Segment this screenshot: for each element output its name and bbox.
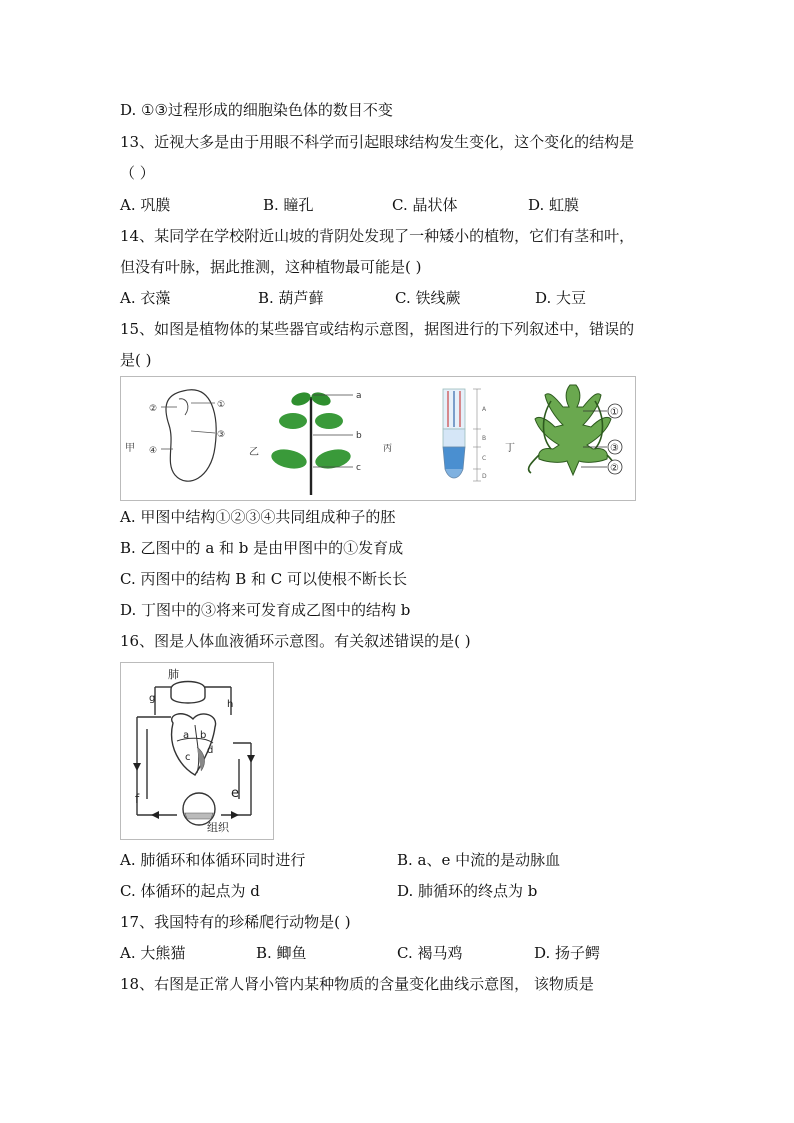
- root-elongation-zone: [443, 429, 465, 447]
- plant-structures-svg: [121, 377, 635, 500]
- vessel-label-g: g: [149, 693, 156, 704]
- q16-option-a: A. 肺循环和体循环同时进行: [120, 851, 306, 869]
- vessel-label-h: h: [227, 699, 234, 710]
- shoot-label-c: c: [356, 463, 361, 473]
- root-cap: [445, 469, 463, 478]
- shoot-leaf-upper-left: [279, 413, 307, 429]
- q15-stem-line2: 是( ): [120, 351, 152, 369]
- q15-option-c: C. 丙图中的结构 B 和 C 可以使根不断长长: [120, 570, 408, 588]
- vessel-label-f: f: [135, 792, 140, 806]
- q17-option-a: A. 大熊猫: [120, 944, 186, 962]
- heart-label-b: b: [200, 730, 207, 741]
- plant-structures-figure: [120, 376, 636, 501]
- bud-body: [535, 385, 611, 475]
- root-label-b: B: [482, 435, 487, 442]
- vessel-label-e: e: [231, 786, 239, 801]
- bud-label-1: ①: [610, 407, 619, 418]
- blood-circulation-figure: [120, 662, 274, 840]
- shoot-top-leaf-right: [310, 390, 333, 408]
- q15-option-b: B. 乙图中的 a 和 b 是由甲图中的①发育成: [120, 539, 404, 557]
- q13-option-a: A. 巩膜: [120, 196, 171, 214]
- panel-label-ding: 丁: [505, 443, 515, 454]
- q18-stem: 18、右图是正常人肾小管内某种物质的含量变化曲线示意图， 该物质是: [120, 975, 594, 993]
- q17-stem: 17、我国特有的珍稀爬行动物是( ): [120, 913, 351, 931]
- panel-label-jia: 甲: [125, 443, 135, 454]
- root-label-a: A: [482, 406, 487, 413]
- q15-option-d: D. 丁图中的③将来可发育成乙图中的结构 b: [120, 601, 411, 619]
- heart-label-d: d: [207, 745, 214, 756]
- q13-option-b: B. 瞳孔: [263, 196, 314, 214]
- q14-option-c: C. 铁线蕨: [395, 289, 461, 307]
- seed-label-2: ②: [149, 404, 158, 414]
- bud-label-2: ②: [610, 463, 619, 474]
- shoot-leaf-lower-left: [270, 446, 309, 471]
- q17-option-d: D. 扬子鳄: [534, 944, 601, 962]
- q14-stem-line2: 但没有叶脉，据此推测，这种植物最可能是( ): [120, 258, 422, 276]
- q16-stem: 16、图是人体血液循环示意图。有关叙述错误的是( ): [120, 632, 471, 650]
- blood-circulation-svg: [121, 663, 273, 839]
- q13-stem: 13、近视大多是由于用眼不科学而引起眼球结构发生变化，这个变化的结构是: [120, 133, 635, 151]
- q13-option-c: C. 晶状体: [392, 196, 458, 214]
- heart-label-a: a: [183, 730, 190, 741]
- panel-label-bing: 丙: [383, 444, 393, 454]
- shoot-top-leaf-left: [290, 390, 313, 408]
- root-label-d: D: [482, 473, 487, 480]
- q15-stem-line1: 15、如图是植物体的某些器官或结构示意图，据图进行的下列叙述中，错误的: [120, 320, 635, 338]
- q16-option-d: D. 肺循环的终点为 b: [397, 882, 538, 900]
- heart-label-c: c: [185, 752, 191, 763]
- seed-label-4: ④: [149, 446, 158, 456]
- seed-outline: [166, 390, 216, 481]
- tissue-label: 组织: [207, 821, 229, 834]
- q17-option-b: B. 鲫鱼: [256, 944, 307, 962]
- q16-option-c: C. 体循环的起点为 d: [120, 882, 260, 900]
- q15-option-a: A. 甲图中结构①②③④共同组成种子的胚: [120, 508, 396, 526]
- shoot-label-b: b: [356, 431, 362, 441]
- shoot-leaf-upper-right: [315, 413, 343, 429]
- panel-label-yi: 乙: [249, 447, 259, 458]
- q13-option-d: D. 虹膜: [528, 196, 580, 214]
- seed-label-1: ①: [217, 400, 226, 410]
- q13-paren: （ ）: [120, 164, 155, 182]
- shoot-label-a: a: [356, 391, 362, 401]
- root-label-c: C: [482, 455, 487, 462]
- q16-option-b: B. a、e 中流的是动脉血: [397, 851, 561, 869]
- seed-label-3: ③: [217, 430, 226, 440]
- shoot-leaf-lower-right: [314, 446, 353, 471]
- q17-option-c: C. 褐马鸡: [397, 944, 463, 962]
- bud-label-3: ③: [610, 443, 619, 454]
- lung-label: 肺: [168, 668, 179, 681]
- q14-option-b: B. 葫芦藓: [258, 289, 324, 307]
- q14-option-d: D. 大豆: [535, 289, 587, 307]
- lung-capillary: [171, 682, 205, 704]
- q12-option-d: D. ①③过程形成的细胞染色体的数目不变: [120, 101, 393, 119]
- q14-option-a: A. 衣藻: [120, 289, 171, 307]
- q14-stem-line1: 14、某同学在学校附近山坡的背阴处发现了一种矮小的植物，它们有茎和叶，: [120, 227, 635, 245]
